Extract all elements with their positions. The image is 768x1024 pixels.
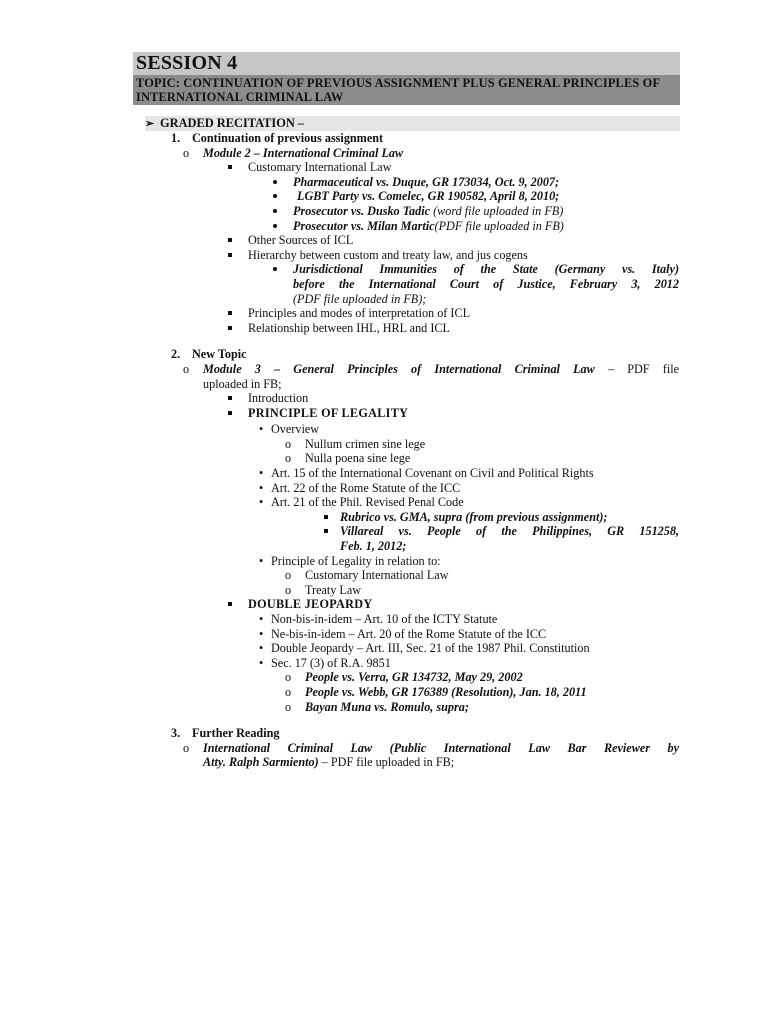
session-title: SESSION 4 xyxy=(133,52,680,75)
list-item xyxy=(133,233,680,248)
module-title: Module 3 – General Principles of International Criminal Law xyxy=(203,361,595,376)
module-item xyxy=(133,146,680,161)
case-text: Jurisdictional Immunities of the State (Germany vs. Italy) xyxy=(293,262,679,277)
bullet-icon: • xyxy=(259,641,264,656)
graded-recitation-heading xyxy=(145,116,680,131)
list-item xyxy=(133,321,680,336)
list-item xyxy=(133,627,680,642)
dot-bullet-icon xyxy=(273,224,277,228)
list-item-text: Art. 22 of the Rome Statute of the ICC xyxy=(271,480,461,495)
list-item-text: Relationship between IHL, HRL and ICL xyxy=(248,320,450,335)
case-text: Pharmaceutical vs. Duque, GR 173034, Oct. 9, 2007; xyxy=(293,174,560,189)
bullet-icon: • xyxy=(259,480,264,495)
case-item xyxy=(133,510,680,525)
case-text: Feb. 1, 2012; xyxy=(340,539,407,554)
case-item xyxy=(133,189,680,204)
subheading: PRINCIPLE OF LEGALITY xyxy=(248,405,409,420)
list-item-text: Non-bis-in-idem – Art. 10 of the ICTY Statute xyxy=(271,612,498,626)
list-item-text: Other Sources of ICL xyxy=(248,233,354,248)
document-page xyxy=(133,52,680,770)
list-item xyxy=(133,612,680,627)
circle-bullet-icon: o xyxy=(285,684,292,699)
section-2-heading xyxy=(133,347,680,362)
dot-bullet-icon xyxy=(273,180,277,184)
section-number: 2. xyxy=(171,347,181,362)
section-number: 3. xyxy=(171,726,181,741)
case-text: before the International Court of Justice, February 3, 2012 xyxy=(293,276,679,291)
case-note-text: (PDF file uploaded in FB); xyxy=(293,291,427,306)
list-item-text: Art. 15 of the International Covenant on Civil and Political Rights xyxy=(271,466,594,481)
list-item xyxy=(133,306,680,321)
dot-bullet-icon xyxy=(273,209,277,213)
list-item xyxy=(133,481,680,496)
list-item-text: Nulla poena sine lege xyxy=(305,451,411,466)
case-item xyxy=(133,175,680,190)
square-bullet-icon xyxy=(228,411,232,415)
square-bullet-icon xyxy=(324,515,328,519)
module-item xyxy=(133,362,680,377)
case-note: (word file uploaded in FB) xyxy=(433,203,564,218)
list-item xyxy=(133,391,680,406)
case-text: Prosecutor vs. Dusko Tadic xyxy=(293,203,431,218)
case-note: (PDF file uploaded in FB) xyxy=(434,218,564,233)
subheading: DOUBLE JEOPARDY xyxy=(248,597,373,612)
list-item-text: Introduction xyxy=(248,391,309,406)
case-item xyxy=(133,685,680,700)
case-text: Bayan Muna vs. Romulo, supra; xyxy=(305,699,469,714)
list-item-text: Principle of Legality in relation to: xyxy=(271,553,441,568)
square-bullet-icon xyxy=(228,396,232,400)
list-item xyxy=(133,656,680,671)
case-text: People vs. Webb, GR 176389 (Resolution), Jan. 18, 2011 xyxy=(305,684,587,699)
module-note-text: uploaded in FB; xyxy=(203,376,282,391)
outline xyxy=(133,130,680,770)
list-item-text: Customary International Law xyxy=(248,160,392,175)
section-title: Continuation of previous assignment xyxy=(192,131,384,145)
section-1-heading xyxy=(133,131,680,146)
square-bullet-icon xyxy=(228,165,232,169)
bullet-icon: • xyxy=(259,422,264,437)
circle-bullet-icon: o xyxy=(285,699,292,714)
list-item xyxy=(133,451,680,466)
list-item xyxy=(133,554,680,569)
case-text: Villareal vs. People of the Philippines, GR 151258, xyxy=(340,524,679,539)
section-title: New Topic xyxy=(192,347,247,362)
case-text: LGBT Party vs. Comelec, GR 190582, April 8, 2010; xyxy=(297,189,560,204)
module-note-continued xyxy=(133,377,680,392)
list-item-text: Customary International Law xyxy=(305,568,449,583)
list-item-text: Sec. 17 (3) of R.A. 9851 xyxy=(271,655,391,670)
module-title-line xyxy=(203,362,679,377)
section-3-heading xyxy=(133,726,680,741)
list-item xyxy=(133,248,680,263)
list-item-text: Hierarchy between custom and treaty law, and jus cogens xyxy=(248,247,528,262)
list-item xyxy=(133,466,680,481)
bullet-icon: • xyxy=(259,655,264,670)
case-text: Prosecutor vs. Milan Martic xyxy=(293,218,435,233)
list-item-text: Overview xyxy=(271,422,320,437)
square-bullet-icon xyxy=(228,311,232,315)
dot-bullet-icon xyxy=(273,267,277,271)
section-title: Further Reading xyxy=(192,726,280,741)
case-item xyxy=(133,700,680,715)
case-text-continued xyxy=(133,539,680,554)
reading-item-continued xyxy=(133,755,680,770)
square-bullet-icon xyxy=(228,238,232,242)
bullet-icon: • xyxy=(259,612,264,626)
list-item xyxy=(133,597,680,612)
list-item-text: Art. 21 of the Phil. Revised Penal Code xyxy=(271,495,464,510)
list-item xyxy=(133,583,680,598)
list-item xyxy=(133,568,680,583)
square-bullet-icon xyxy=(324,529,328,533)
circle-bullet-icon: o xyxy=(285,436,292,451)
list-item-text: Ne-bis-in-idem – Art. 20 of the Rome Statute of the ICC xyxy=(271,626,547,641)
list-item xyxy=(133,641,680,656)
circle-bullet-icon: o xyxy=(285,568,292,583)
case-text-continued xyxy=(133,277,680,292)
list-item xyxy=(133,495,680,510)
reading-title: Atty. Ralph Sarmiento) xyxy=(203,755,319,770)
module-title: Module 2 – International Criminal Law xyxy=(203,145,404,160)
reading-note: – PDF file uploaded in FB; xyxy=(321,755,455,770)
circle-bullet-icon: o xyxy=(285,582,292,597)
square-bullet-icon xyxy=(228,253,232,257)
circle-bullet-icon: o xyxy=(285,670,292,685)
graded-recitation-label: GRADED RECITATION – xyxy=(160,116,305,130)
module-note: – PDF file xyxy=(607,361,679,376)
bullet-icon: • xyxy=(259,626,264,641)
case-item xyxy=(133,204,680,219)
list-item-text: Double Jeopardy – Art. III, Sec. 21 of the 1987 Phil. Constitution xyxy=(271,641,590,656)
bullet-icon: • xyxy=(259,466,264,481)
case-text: Rubrico vs. GMA, supra (from previous assignment); xyxy=(340,509,608,524)
reading-title: International Criminal Law (Public International Law Bar Reviewer by xyxy=(203,740,679,755)
circle-bullet-icon: o xyxy=(285,451,292,466)
list-item xyxy=(133,437,680,452)
bullet-icon: • xyxy=(259,495,264,510)
list-item xyxy=(133,160,680,175)
topic-heading: TOPIC: CONTINUATION OF PREVIOUS ASSIGNMENT PLUS GENERAL PRINCIPLES OF INTERNATIONAL CRIMINAL LAW xyxy=(133,75,680,105)
list-item-text: Nullum crimen sine lege xyxy=(305,436,426,451)
case-item xyxy=(133,524,680,539)
bullet-icon: • xyxy=(259,553,264,568)
square-bullet-icon xyxy=(228,602,232,606)
case-item xyxy=(133,219,680,234)
list-item xyxy=(133,406,680,421)
section-number: 1. xyxy=(171,131,181,145)
case-item xyxy=(133,262,680,277)
case-text: People vs. Verra, GR 134732, May 29, 2002 xyxy=(305,670,523,685)
list-item-text: Principles and modes of interpretation of ICL xyxy=(248,306,471,321)
case-item xyxy=(133,670,680,685)
arrow-bullet-icon: ➢ xyxy=(145,118,155,130)
square-bullet-icon xyxy=(228,326,232,330)
list-item-text: Treaty Law xyxy=(305,582,362,597)
circle-bullet-icon: o xyxy=(183,145,190,160)
reading-item xyxy=(133,741,680,756)
case-note xyxy=(133,292,680,307)
circle-bullet-icon: o xyxy=(183,740,190,755)
list-item xyxy=(133,422,680,437)
circle-bullet-icon: o xyxy=(183,361,190,376)
